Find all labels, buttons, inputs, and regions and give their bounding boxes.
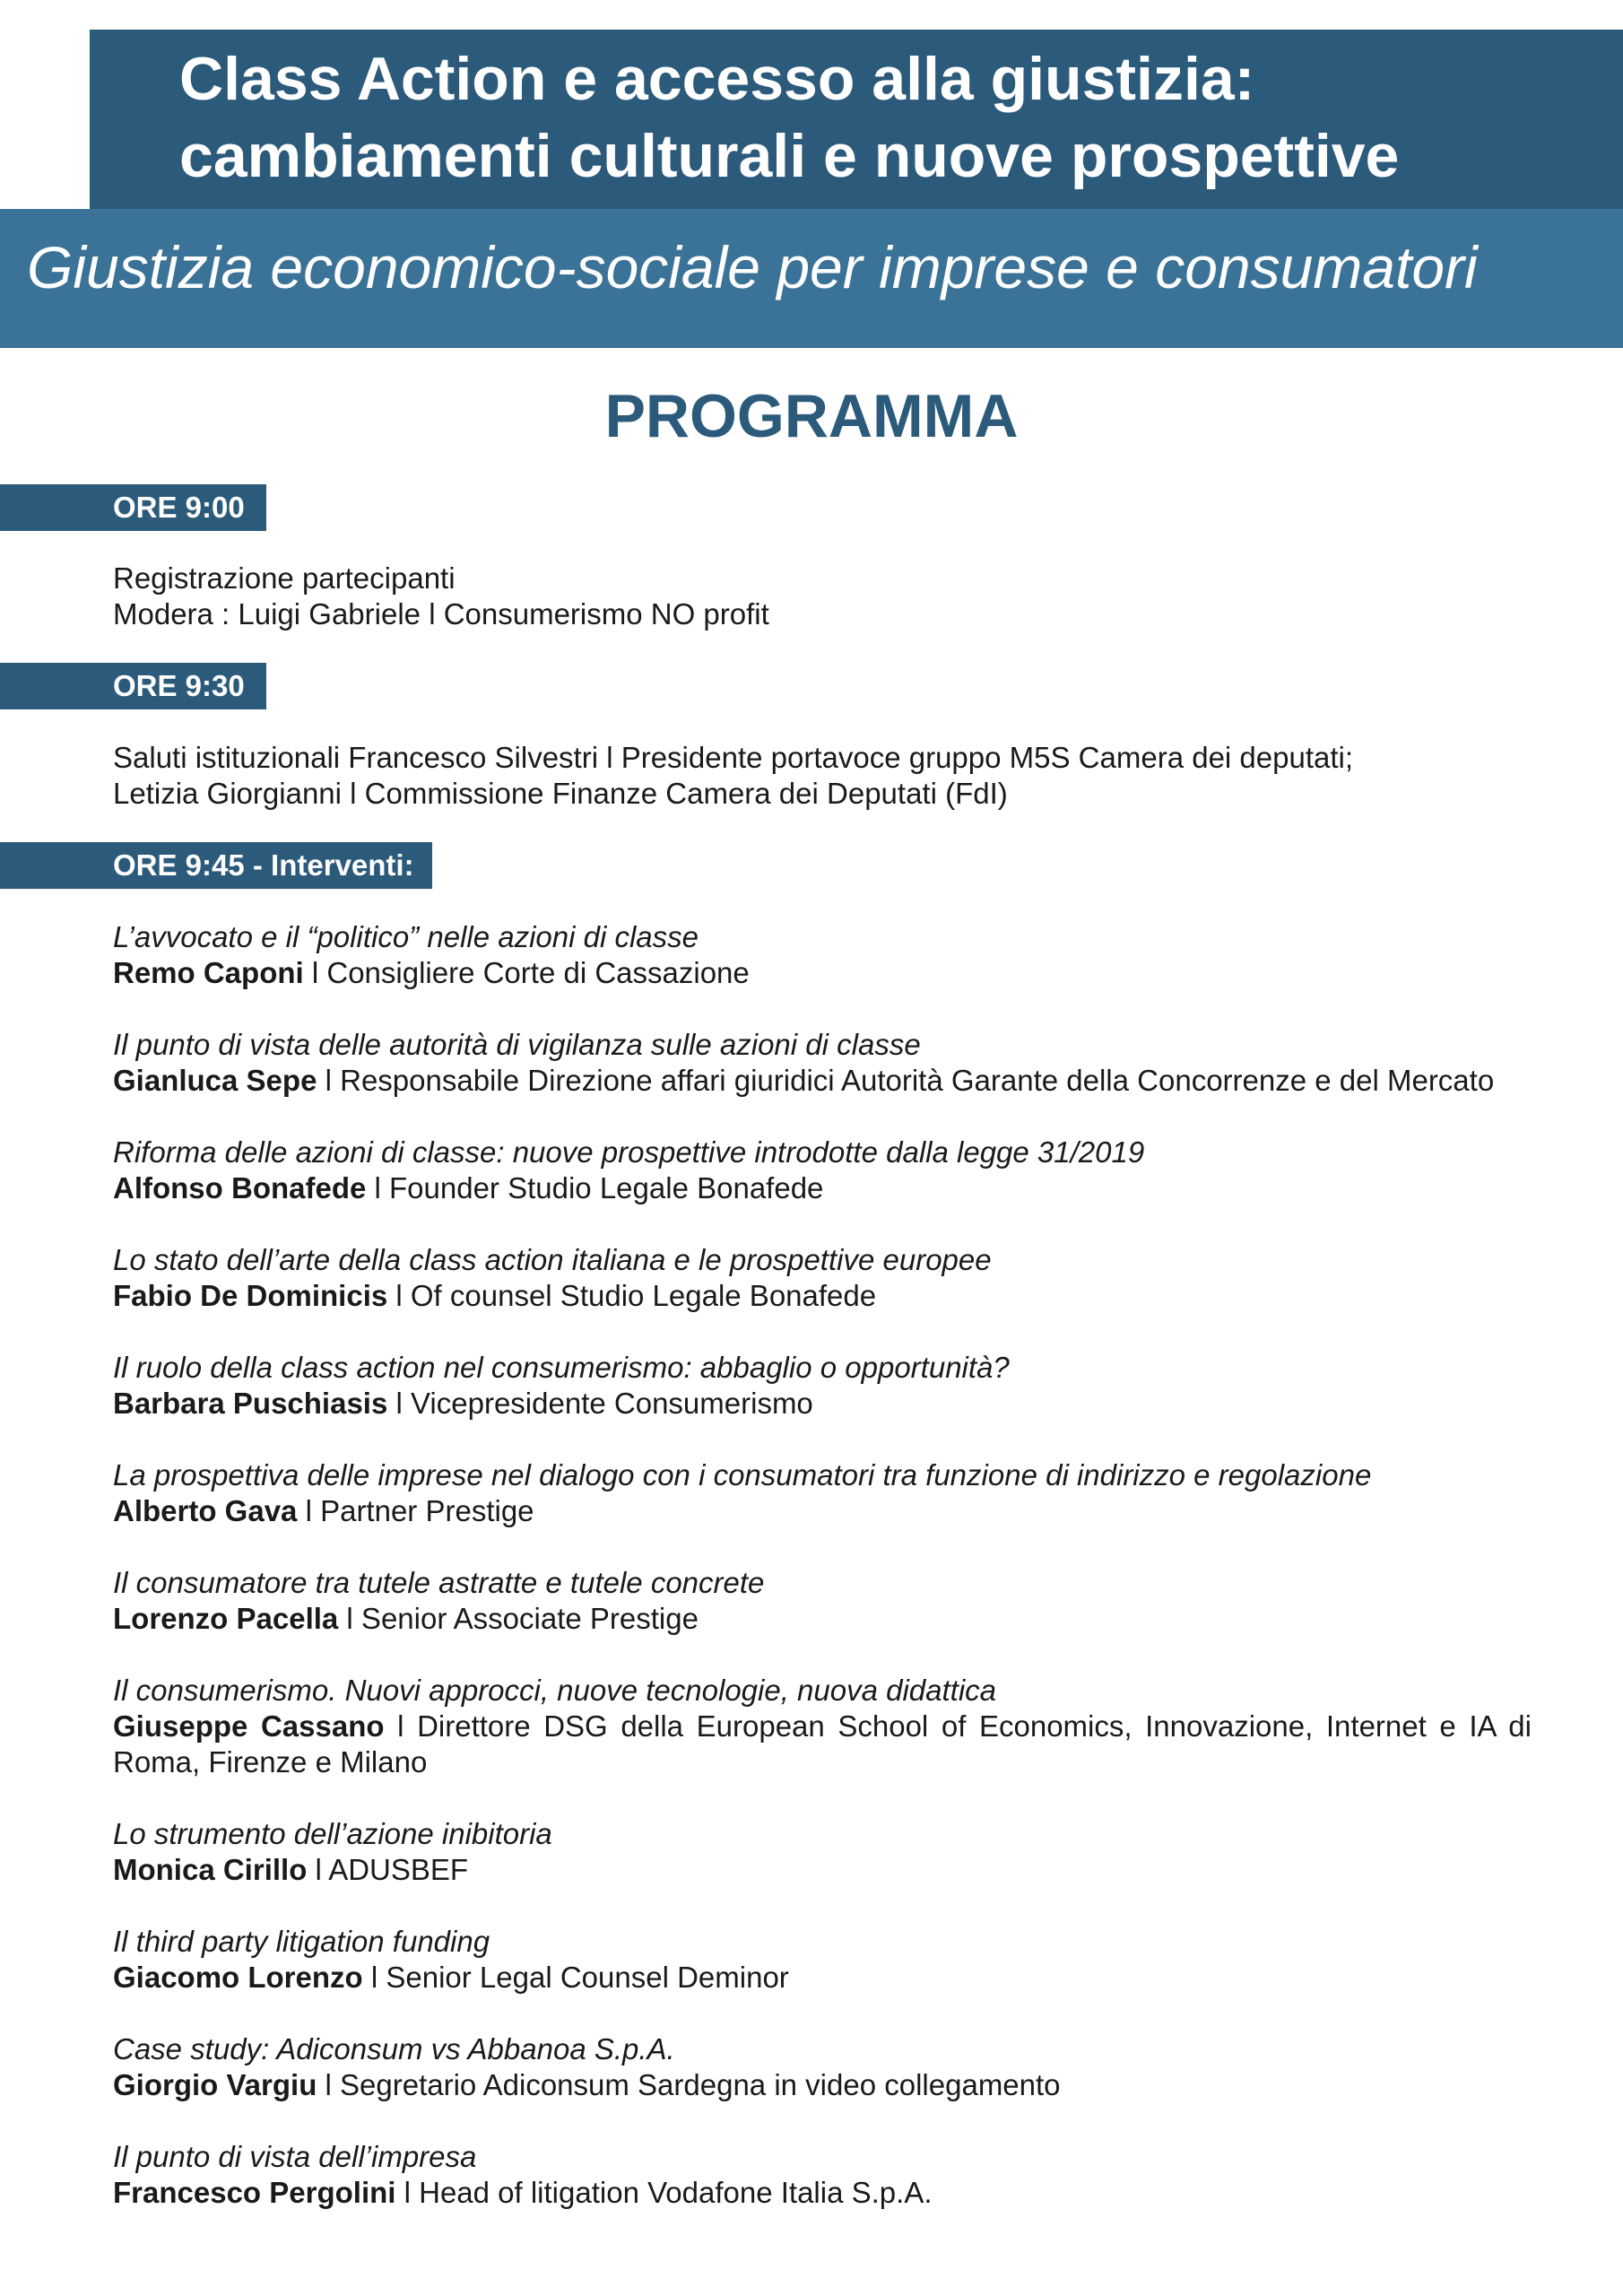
talk-speaker-line xyxy=(113,1063,1532,1099)
talk-speaker-line xyxy=(113,2067,1532,2103)
talk-speaker-line xyxy=(113,1386,1532,1422)
title-line-1: Class Action e accesso alla giustizia: xyxy=(179,45,1255,113)
speaker-name: Giuseppe Cassano xyxy=(113,1709,385,1743)
talk-speaker-line xyxy=(113,1278,1532,1314)
talk-item xyxy=(113,1673,1532,1780)
speaker-role: l Of counsel Studio Legale Bonafede xyxy=(387,1279,877,1312)
speaker-name: Alfonso Bonafede xyxy=(113,1171,367,1205)
speaker-name: Fabio De Dominicis xyxy=(113,1279,388,1312)
talk-item xyxy=(113,1565,1532,1637)
speaker-role: l Direttore DSG della European School of Economics, Innovazione, Internet e IA di Roma, Firenze e Milano xyxy=(113,1709,1532,1779)
slot-0930-details xyxy=(113,740,1532,812)
speaker-role: l Founder Studio Legale Bonafede xyxy=(366,1171,824,1205)
talk-title: L’avvocato e il “politico” nelle azioni di classe xyxy=(113,920,699,953)
speaker-role: l Senior Associate Prestige xyxy=(338,1602,699,1635)
talk-title: Il ruolo della class action nel consumerismo: abbaglio o opportunità? xyxy=(113,1351,1010,1384)
event-subtitle: Giustizia economico-sociale per imprese e consumatori xyxy=(27,234,1478,300)
talk-title: Il punto di vista delle autorità di vigilanza sulle azioni di classe xyxy=(113,1028,921,1061)
talk-item xyxy=(113,2031,1532,2103)
time-tag-0945: ORE 9:45 - Interventi: xyxy=(0,842,432,889)
speaker-role: l Segretario Adiconsum Sardegna in video collegamento xyxy=(317,2068,1061,2101)
talk-speaker-line xyxy=(113,1493,1532,1529)
talk-title: Lo strumento dell’azione inibitoria xyxy=(113,1817,552,1850)
talk-item xyxy=(113,1135,1532,1206)
speaker-role: l Vicepresidente Consumerismo xyxy=(387,1387,813,1420)
talk-speaker-line xyxy=(113,1170,1532,1206)
speaker-name: Monica Cirillo xyxy=(113,1853,308,1886)
speaker-name: Giorgio Vargiu xyxy=(113,2068,317,2101)
speaker-name: Remo Caponi xyxy=(113,956,304,989)
talk-title: Lo stato dell’arte della class action italiana e le prospettive europee xyxy=(113,1243,992,1276)
talk-speaker-line xyxy=(113,955,1532,991)
speaker-role: l Senior Legal Counsel Deminor xyxy=(362,1961,789,1994)
talk-item xyxy=(113,1457,1532,1529)
speaker-name: Lorenzo Pacella xyxy=(113,1602,339,1635)
talk-title: Il third party litigation funding xyxy=(113,1925,490,1958)
talk-title: Il punto di vista dell’impresa xyxy=(113,2140,477,2173)
speaker-name: Alberto Gava xyxy=(113,1494,298,1527)
talk-speaker-line xyxy=(113,1852,1532,1888)
speaker-role: l Responsabile Direzione affari giuridici Autorità Garante della Concorrenze e del Mercato xyxy=(317,1064,1495,1097)
speaker-role: l ADUSBEF xyxy=(307,1853,469,1886)
talk-item xyxy=(113,2139,1532,2211)
talk-item xyxy=(113,1242,1532,1314)
talk-title: La prospettiva delle imprese nel dialogo con i consumatori tra funzione di indirizzo e regolazione xyxy=(113,1458,1372,1492)
talk-speaker-line xyxy=(113,1960,1532,1996)
talk-speaker-line xyxy=(113,2175,1532,2211)
title-line-2: cambiamenti culturali e nuove prospettive xyxy=(179,122,1400,190)
speaker-name: Gianluca Sepe xyxy=(113,1064,317,1097)
slot-0900-line-1: Registrazione partecipanti xyxy=(113,561,456,595)
event-title xyxy=(179,40,1614,195)
speaker-role: l Partner Prestige xyxy=(297,1494,534,1527)
talk-item xyxy=(113,919,1532,991)
time-tag-0930: ORE 9:30 xyxy=(0,663,266,709)
talk-item xyxy=(113,1924,1532,1996)
speaker-name: Giacomo Lorenzo xyxy=(113,1961,363,1994)
speaker-role: l Consigliere Corte di Cassazione xyxy=(303,956,750,989)
speaker-role: l Head of litigation Vodafone Italia S.p.A. xyxy=(395,2176,933,2209)
talk-title: Riforma delle azioni di classe: nuove prospettive introdotte dalla legge 31/2019 xyxy=(113,1135,1145,1169)
talk-title: Case study: Adiconsum vs Abbanoa S.p.A. xyxy=(113,2032,675,2066)
talk-speaker-line xyxy=(113,1709,1532,1780)
talk-item xyxy=(113,1816,1532,1888)
speaker-name: Francesco Pergolini xyxy=(113,2176,396,2209)
talk-item xyxy=(113,1350,1532,1422)
time-tag-0900: ORE 9:00 xyxy=(0,484,266,531)
slot-0930-line-1: Saluti istituzionali Francesco Silvestri l Presidente portavoce gruppo M5S Camera dei deputati; xyxy=(113,741,1354,774)
speaker-name: Barbara Puschiasis xyxy=(113,1387,388,1420)
talk-item xyxy=(113,1027,1532,1099)
slot-0930-line-2: Letizia Giorgianni l Commissione Finanze Camera dei Deputati (FdI) xyxy=(113,777,1008,810)
programma-heading: PROGRAMMA xyxy=(604,382,1019,450)
talk-title: Il consumerismo. Nuovi approcci, nuove tecnologie, nuova didattica xyxy=(113,1674,997,1707)
slot-0900-line-2: Modera : Luigi Gabriele l Consumerismo NO profit xyxy=(113,597,769,631)
talk-speaker-line xyxy=(113,1601,1532,1637)
slot-0900-details xyxy=(113,561,1532,632)
talk-title: Il consumatore tra tutele astratte e tutele concrete xyxy=(113,1566,765,1599)
